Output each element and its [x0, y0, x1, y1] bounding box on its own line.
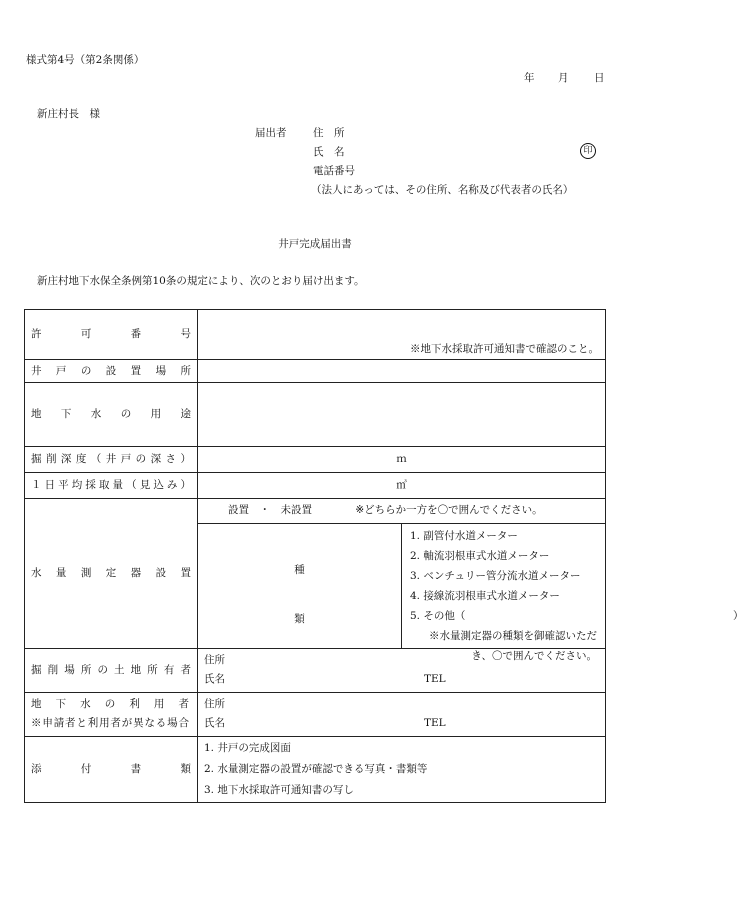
form-number: 様式第4号（第2条関係） [26, 54, 145, 66]
meter-types-row [198, 523, 605, 648]
row-water-user [25, 692, 606, 736]
attachments-cell [198, 736, 606, 802]
depth-field[interactable] [198, 447, 606, 473]
corporation-note: （法人にあっては、その住所、名称及び代表者の氏名） [311, 184, 574, 196]
daily-intake-label: １日平均採取量（見込み） [25, 473, 198, 499]
seal-text: 印 [580, 143, 596, 159]
applicant-name-label: 氏 名 [313, 146, 345, 158]
date-day-label: 日 [594, 72, 605, 84]
land-owner-cell[interactable] [198, 648, 606, 692]
meter-options-note: ※どちらか一方を〇で囲んでください。 [355, 504, 543, 517]
attachments-label: 添付書類 [25, 736, 198, 802]
row-depth [25, 447, 606, 473]
meter-options-cell [198, 499, 605, 523]
meter-type-item[interactable] [410, 606, 744, 626]
applicant-role-label: 届出者 [255, 127, 287, 139]
water-user-address-label: 住所 [204, 698, 225, 710]
form-table [24, 309, 744, 803]
meter-type-other-label: 5. その他（ [410, 609, 466, 622]
water-user-cell[interactable] [198, 692, 606, 736]
land-owner-address-label: 住所 [204, 654, 225, 666]
water-user-name-line [204, 714, 599, 733]
well-location-field[interactable] [198, 360, 606, 383]
meter-types-list [402, 523, 744, 662]
water-user-tel-label: TEL [424, 717, 446, 729]
well-location-label: 井戸の設置場所 [25, 360, 198, 383]
meter-options[interactable]: 設置 ・ 未設置 [228, 504, 312, 517]
land-owner-label: 掘削場所の土地所有者 [25, 648, 198, 692]
meter-type-item[interactable]: 2. 軸流羽根車式水道メーター [410, 549, 550, 562]
permit-number-label: 許可番号 [25, 310, 198, 360]
permit-number-note: ※地下水採取許可通知書で確認のこと。 [410, 343, 599, 355]
usage-label: 地下水の用途 [25, 383, 198, 447]
attachment-item: 2. 水量測定器の設置が確認できる写真・書類等 [204, 762, 428, 775]
row-land-owner [25, 648, 606, 692]
applicant-address-label: 住 所 [313, 127, 345, 139]
permit-number-field[interactable] [198, 310, 606, 360]
attachment-item: 1. 井戸の完成図面 [204, 741, 291, 754]
meter-types-note: ※水量測定器の種類を御確認いただき、〇で囲んでください。 [429, 629, 597, 662]
land-owner-name-label: 氏名 [204, 673, 225, 685]
meter-kind-label [198, 523, 402, 648]
row-meter [25, 499, 606, 649]
applicant-phone-label: 電話番号 [313, 165, 355, 177]
water-user-name-label: 氏名 [204, 717, 225, 729]
water-user-label-main: 地下水の利用者 [31, 698, 189, 710]
seal-mark [580, 143, 596, 159]
attachment-item: 3. 地下水採取許可通知書の写し [204, 783, 354, 796]
land-owner-name-line [204, 670, 599, 689]
addressee: 新庄村長 様 [37, 108, 100, 120]
row-daily-intake [25, 473, 606, 499]
water-user-label [25, 692, 198, 736]
meter-kind-char-2: 類 [294, 612, 305, 625]
meter-label: 水量測定器設置 [25, 499, 198, 649]
meter-options-row [198, 499, 605, 523]
daily-intake-field[interactable] [198, 473, 606, 499]
meter-type-item[interactable]: 3. ベンチュリー管分流水道メーター [410, 569, 581, 582]
meter-type-item[interactable]: 1. 副管付水道メーター [410, 529, 518, 542]
meter-kind-char-1: 種 [294, 563, 305, 576]
land-owner-tel-label: TEL [424, 673, 446, 685]
row-usage [25, 383, 606, 447]
date-year-label: 年 [524, 72, 535, 84]
depth-unit: ｍ [396, 453, 407, 465]
depth-label: 掘削深度（井戸の深さ） [25, 447, 198, 473]
usage-field[interactable] [198, 383, 606, 447]
daily-intake-unit: ㎥ [396, 479, 407, 491]
date-month-label: 月 [558, 72, 569, 84]
water-user-label-note: ※申請者と利用者が異なる場合 [31, 717, 189, 729]
intro-text: 新庄村地下水保全条例第10条の規定により、次のとおり届け出ます。 [37, 275, 365, 287]
meter-type-item[interactable]: 4. 接線流羽根車式水道メーター [410, 589, 560, 602]
row-well-location [25, 360, 606, 383]
row-permit-number [25, 310, 606, 360]
row-attachments [25, 736, 606, 802]
meter-type-other-close: ） [733, 609, 744, 622]
page-title: 井戸完成届出書 [278, 238, 352, 250]
